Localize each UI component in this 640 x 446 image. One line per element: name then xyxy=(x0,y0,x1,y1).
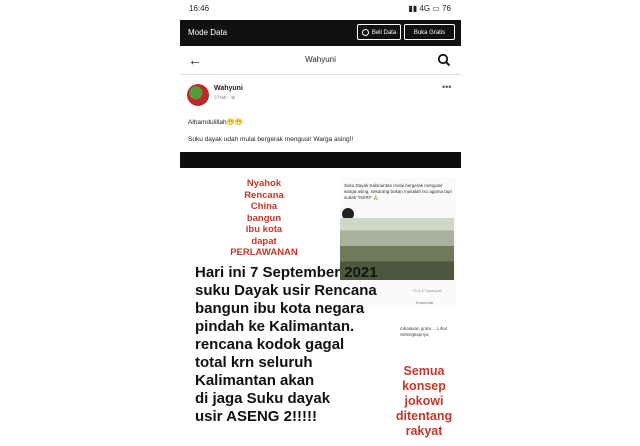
main-image-text: Hari ini 7 September 2021 suku Dayak usir Rencana bangun ibu kota negara pindah ke Kalimantan. rencana kodok gagal total krn seluruh Kalimantan akan di jaga Suku dayak usir ASENG 2!!!!! xyxy=(195,264,378,425)
search-icon[interactable] xyxy=(437,53,451,67)
page-title: Wahyuni xyxy=(305,55,336,64)
status-time: 16:46 xyxy=(189,4,210,13)
status-icons xyxy=(408,4,451,13)
buy-data-button[interactable] xyxy=(357,24,401,40)
inset-side-text: mbalasan grata ... Lihat Selengkapnya xyxy=(400,326,448,337)
red-headline-top: Nyahok Rencana China bangun ibu kota dapat PERLAWANAN xyxy=(230,178,298,258)
top-nav xyxy=(180,46,461,75)
inset-views: 79 & 8 Tayangan xyxy=(412,288,442,293)
red-headline-bottom: Semua konsep jokowi ditentang rakyat xyxy=(395,364,453,438)
post-author[interactable]: Wahyuni xyxy=(214,85,243,92)
battery-level: 76 xyxy=(442,4,451,13)
image-top-band xyxy=(180,152,461,168)
inset-comment: Komentar xyxy=(416,300,434,305)
avatar[interactable] xyxy=(187,84,209,106)
post-image[interactable] xyxy=(180,168,461,446)
open-free-button[interactable]: Buka Gratis xyxy=(404,24,455,40)
data-mode-title: Mode Data xyxy=(188,28,228,37)
post-meta: 3 hari · ⊕ xyxy=(214,95,236,101)
status-bar xyxy=(180,0,461,18)
network-label: 4G xyxy=(419,4,431,13)
signal-icon: ▮▮ xyxy=(408,4,418,13)
data-icon xyxy=(362,29,369,36)
post-text-line-1: Alhamdulillah😁😁 xyxy=(188,119,243,126)
buy-data-label: Beli Data xyxy=(371,30,397,36)
inset-caption: Suku Dayak Kalimantan mulai bergerak mengusir warga asing, sekarang bukan masalah isu agama tapi sudah *NKRI* 🙏 xyxy=(344,183,452,200)
battery-icon: ▭ xyxy=(432,4,440,13)
back-arrow-icon[interactable]: ← xyxy=(188,52,202,68)
post-text-line-2: Suku dayak udah mulai bergerak mengusir Warga asing!! xyxy=(188,136,354,143)
data-mode-bar xyxy=(180,20,461,46)
phone-screen xyxy=(180,0,461,446)
more-options-icon[interactable]: ••• xyxy=(442,82,452,92)
